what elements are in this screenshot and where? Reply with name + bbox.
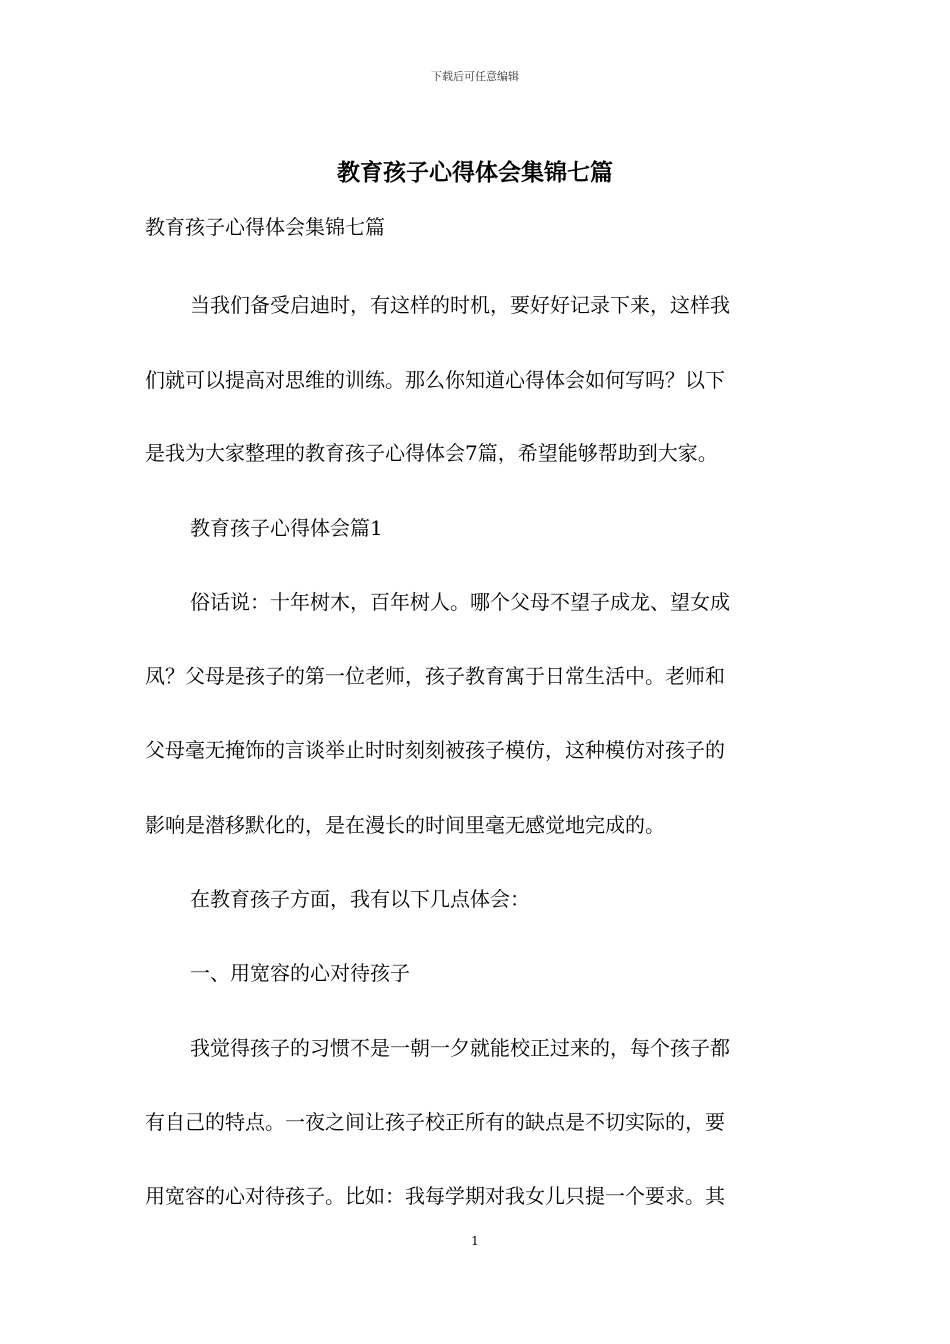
body-line: 凤？父母是孩子的第一位老师，孩子教育寓于日常生活中。老师和 — [145, 664, 725, 688]
page-number: 1 — [471, 1234, 479, 1248]
body-line: 俗话说：十年树木，百年树人。哪个父母不望子成龙、望女成 — [190, 590, 730, 614]
document-subtitle: 教育孩子心得体会集锦七篇 — [145, 215, 385, 239]
body-line: 用宽容的心对待孩子。比如：我每学期对我女儿只提一个要求。其 — [145, 1184, 725, 1208]
body-line: 当我们备受启迪时，有这样的时机，要好好记录下来，这样我 — [190, 293, 730, 317]
section-heading: 教育孩子心得体会篇1 — [190, 516, 383, 540]
body-line: 影响是潜移默化的，是在漫长的时间里毫无感觉地完成的。 — [145, 813, 665, 837]
header-note: 下载后可任意编辑 — [431, 70, 519, 83]
body-line: 在教育孩子方面，我有以下几点体会： — [190, 887, 530, 911]
body-line: 们就可以提高对思维的训练。那么你知道心得体会如何写吗？以下 — [145, 368, 725, 392]
body-line: 是我为大家整理的教育孩子心得体会7篇，希望能够帮助到大家。 — [145, 441, 718, 465]
subsection-heading: 一、用宽容的心对待孩子 — [190, 961, 410, 985]
body-line: 父母毫无掩饰的言谈举止时时刻刻被孩子模仿，这种模仿对孩子的 — [145, 738, 725, 762]
body-line: 我觉得孩子的习惯不是一朝一夕就能校正过来的，每个孩子都 — [190, 1036, 730, 1060]
body-line: 有自己的特点。一夜之间让孩子校正所有的缺点是不切实际的，要 — [145, 1110, 725, 1134]
document-title: 教育孩子心得体会集锦七篇 — [337, 159, 613, 186]
